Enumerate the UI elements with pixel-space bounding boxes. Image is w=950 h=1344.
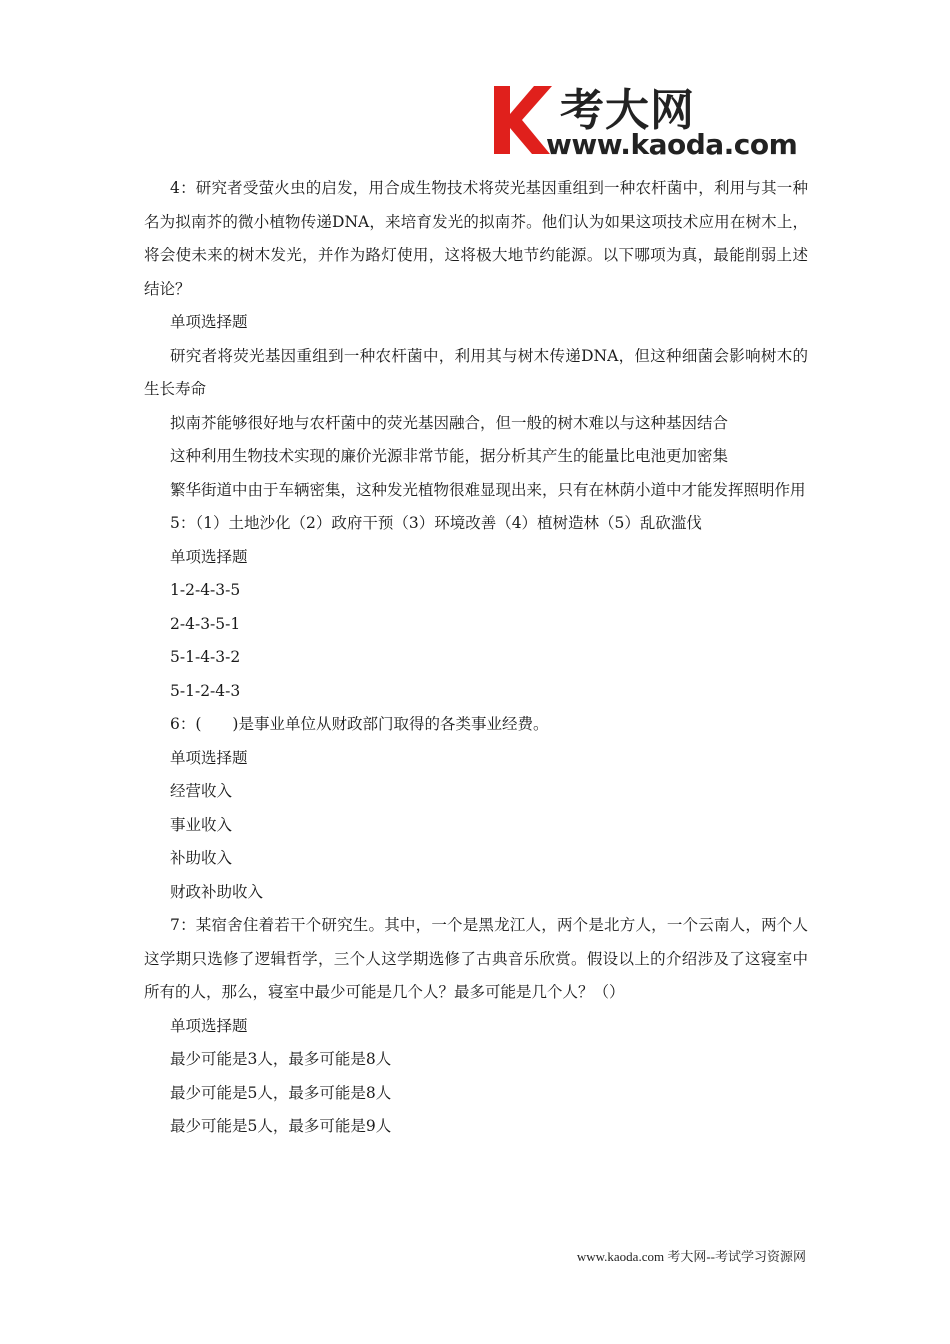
question-5-stem: 5：（1）土地沙化（2）政府干预（3）环境改善（4）植树造林（5）乱砍滥伐	[170, 514, 702, 532]
question-7-option-c: 最少可能是5人，最多可能是9人	[170, 1117, 392, 1135]
question-6-stem: 6：( )是事业单位从财政部门取得的各类事业经费。	[170, 715, 549, 733]
question-7-type: 单项选择题	[170, 1016, 248, 1035]
question-5-option-c: 5-1-4-3-2	[170, 648, 241, 666]
question-6-option-a: 经营收入	[170, 782, 233, 800]
logo-chinese-text: 考大网	[560, 85, 695, 136]
question-4-option-d: 繁华街道中由于车辆密集，这种发光植物很难显现出来，只有在林荫小道中才能发挥照明作用	[170, 480, 806, 499]
question-7-stem: 7：某宿舍住着若干个研究生。其中，一个是黑龙江人，两个是北方人，一个云南人，两个人这学期只选修了逻辑哲学，三个人这学期选修了古典音乐欣赏。假设以上的介绍涉及了这寝室中所有的人，那么，寝室中最少可能是几个人？最多可能是几个人？（）	[144, 916, 808, 1001]
question-5-type: 单项选择题	[170, 547, 248, 566]
question-6-type: 单项选择题	[170, 748, 248, 767]
question-4-option-b: 拟南芥能够很好地与农杆菌中的荧光基因融合，但一般的树木难以与这种基因结合	[170, 413, 729, 432]
document-body	[144, 172, 808, 1144]
kaoda-logo	[490, 78, 820, 162]
logo-url-text: www.kaoda.com	[546, 128, 798, 161]
question-6-option-c: 补助收入	[170, 849, 233, 867]
question-4-stem: 4：研究者受萤火虫的启发，用合成生物技术将荧光基因重组到一种农杆菌中，利用与其一种名为拟南芥的微小植物传递DNA，来培育发光的拟南芥。他们认为如果这项技术应用在树木上，将会使未来的树木发光，并作为路灯使用，这将极大地节约能源。以下哪项为真，最能削弱上述结论？	[144, 179, 808, 298]
question-6-option-b: 事业收入	[170, 815, 233, 834]
question-5-option-d: 5-1-2-4-3	[170, 681, 241, 700]
question-6-option-d: 财政补助收入	[170, 882, 264, 901]
question-5-option-b: 2-4-3-5-1	[170, 614, 241, 633]
question-4-option-c: 这种利用生物技术实现的廉价光源非常节能，据分析其产生的能量比电池更加密集	[170, 447, 729, 465]
question-7-option-a: 最少可能是3人，最多可能是8人	[170, 1050, 392, 1068]
question-4-type: 单项选择题	[170, 313, 248, 331]
question-4-option-a: 研究者将荧光基因重组到一种农杆菌中，利用其与树木传递DNA，但这种细菌会影响树木的生长寿命	[144, 346, 808, 398]
page-footer: www.kaoda.com 考大网--考试学习资源网	[576, 1249, 806, 1264]
question-7-option-b: 最少可能是5人，最多可能是8人	[170, 1083, 392, 1102]
k-logo-icon	[490, 80, 554, 158]
question-5-option-a: 1-2-4-3-5	[170, 581, 241, 599]
